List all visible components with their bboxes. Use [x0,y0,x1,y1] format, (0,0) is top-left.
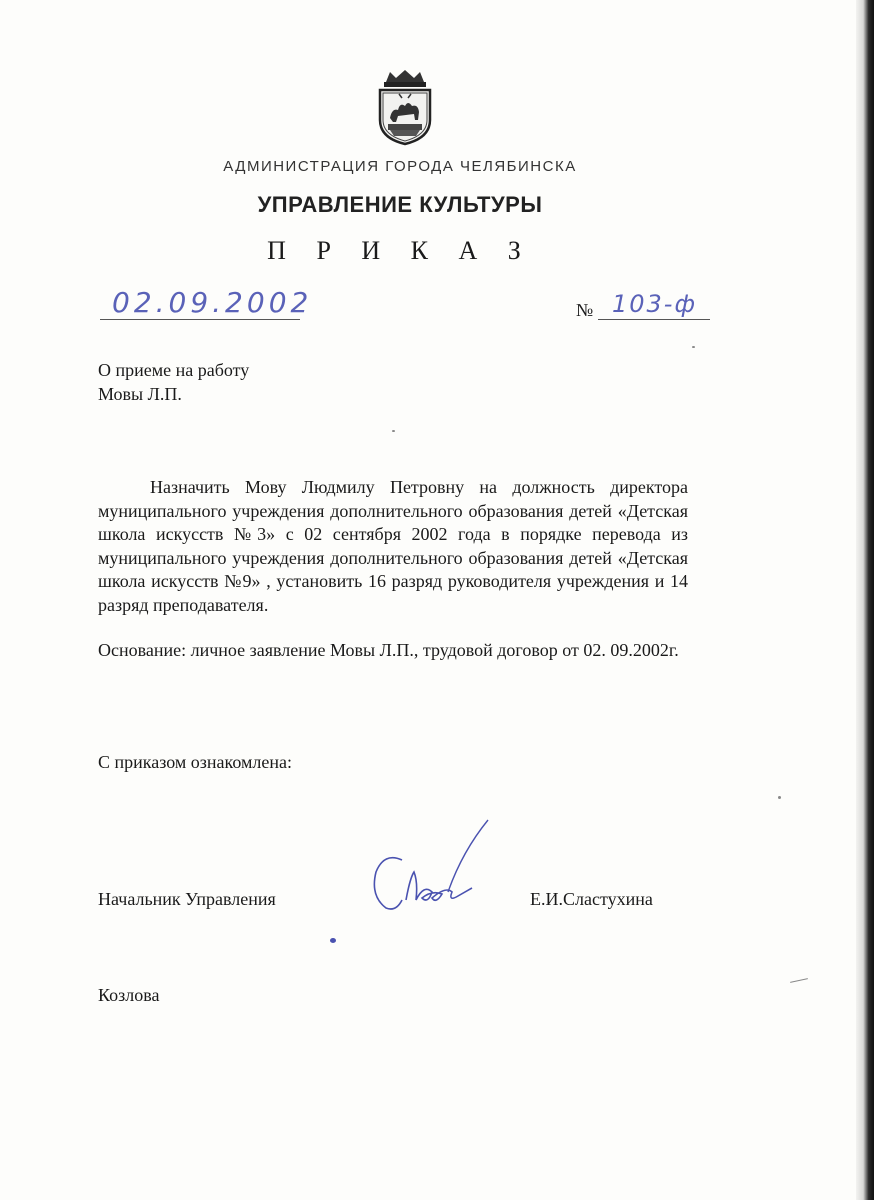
scan-speck [392,430,395,432]
order-basis: Основание: личное заявление Мовы Л.П., трудовой договор от 02. 09.2002г. [98,640,679,660]
acknowledgment-line: С приказом ознакомлена: [98,752,292,772]
order-date: 02.09.2002 [112,286,313,319]
subject-line-1: О приеме на работу [98,360,250,380]
order-body: Назначить Мову Людмилу Петровну на должность директора муниципального учреждения дополнительного образования детей «Детская школа искусств №3» с 02 сентября 2002 года в порядке перевода из муниципального учреждения дополнительного образования детей «Детская школа искусств №9» , установить 16 разряд руководителя учреждения и 14 разряд преподавателя. [98,477,688,615]
number-sign: № [576,300,594,320]
subject-line-2: Мовы Л.П. [98,384,182,404]
order-subject [98,358,249,406]
signatory-name: Е.И.Сластухина [530,889,653,909]
department-title: УПРАВЛЕНИЕ КУЛЬТУРЫ [257,192,543,217]
date-underline [100,319,300,320]
document-type-title: П Р И К А З [267,236,533,265]
order-number: 103-ф [612,290,697,318]
administration-title: АДМИНИСТРАЦИЯ ГОРОДА ЧЕЛЯБИНСКА [223,158,577,175]
scan-speck [692,346,695,348]
ink-blot [330,938,336,943]
executor-name: Козлова [98,985,160,1005]
coat-of-arms-icon [372,68,438,146]
scan-speck [778,796,781,799]
scan-mark [790,978,808,983]
number-underline [598,319,710,320]
handwritten-signature-icon [362,812,502,942]
signatory-title: Начальник Управления [98,889,276,909]
scan-edge-shadow [856,0,874,1200]
